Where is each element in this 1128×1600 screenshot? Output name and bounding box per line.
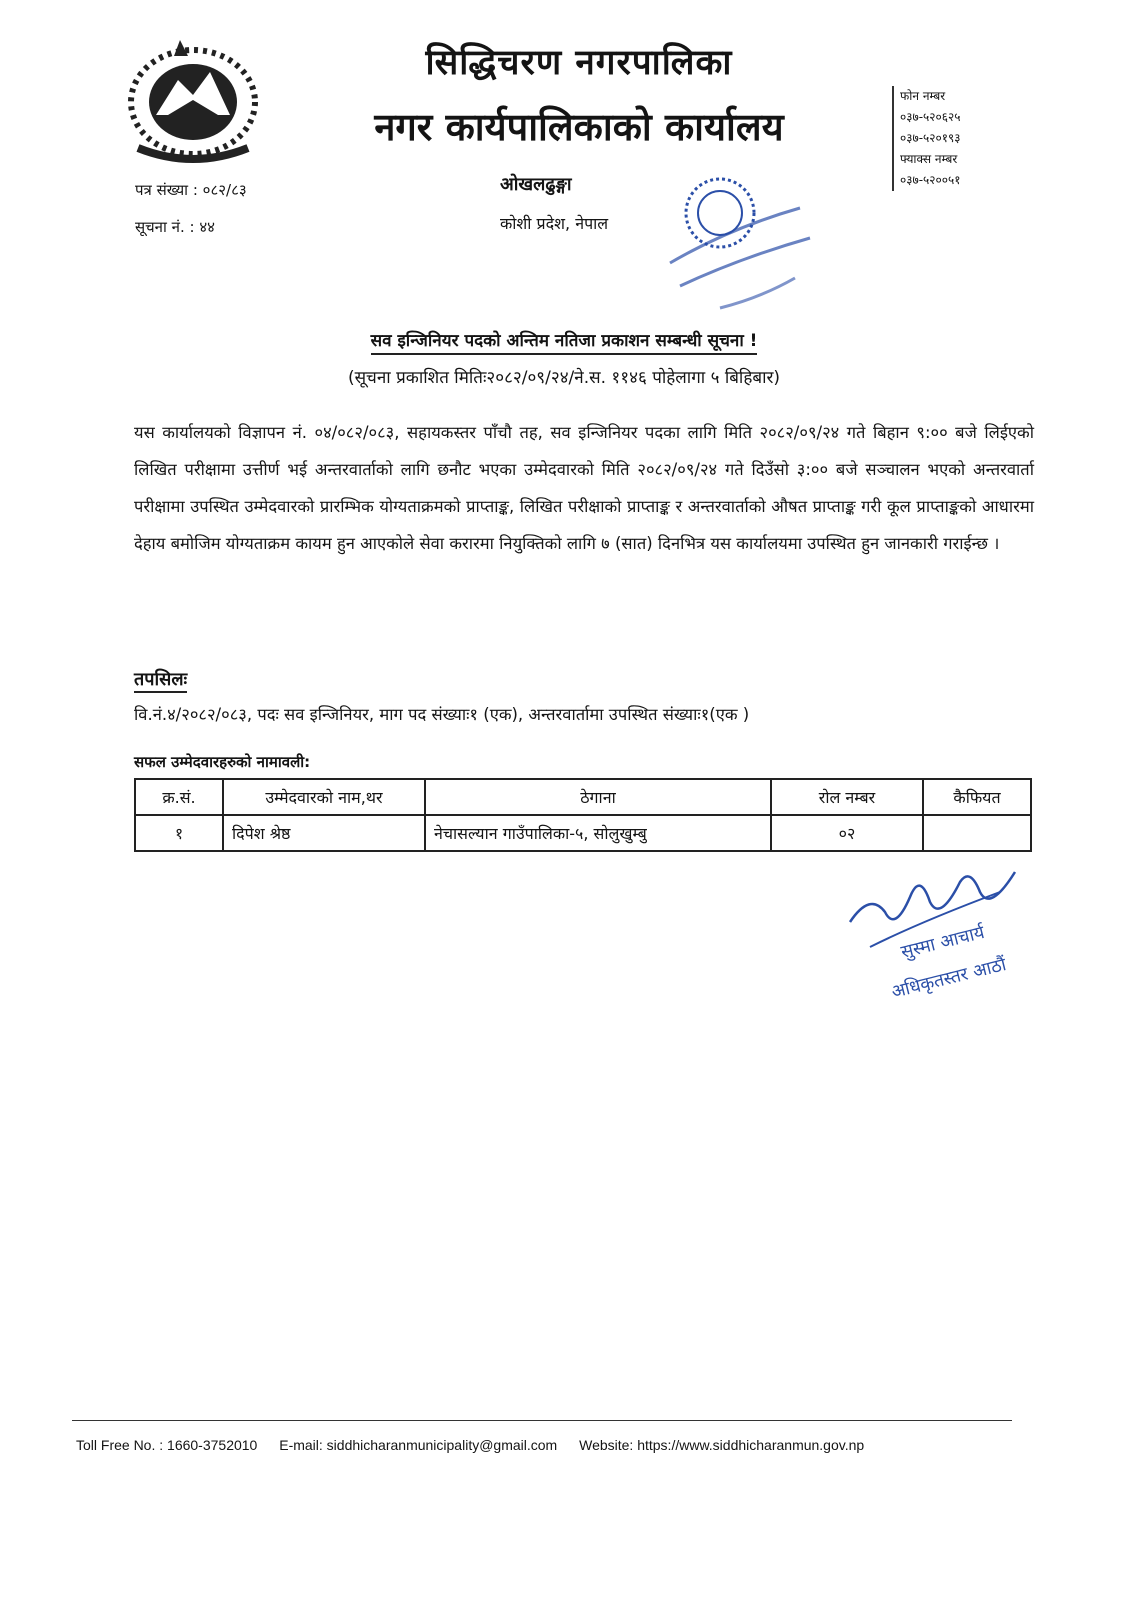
notice-number: सूचना नं. : ४४ — [135, 218, 215, 236]
office-name: नगर कार्यपालिकाको कार्यालय — [374, 105, 784, 149]
phone-number: ०३७-५२०१९३ — [900, 131, 961, 145]
cell-address: नेचासल्यान गाउँपालिका-५, सोलुखुम्बु — [425, 815, 771, 851]
successful-candidates-heading: सफल उम्मेदवारहरुको नामावली: — [134, 753, 311, 771]
municipality-name: सिद्धिचरण नगरपालिका — [425, 43, 733, 83]
table-header-row — [135, 779, 1031, 815]
fax-number: ०३७-५२००५१ — [900, 173, 961, 187]
contact-block — [892, 86, 961, 191]
footer-email[interactable]: E-mail: siddhicharanmunicipality@gmail.com — [279, 1437, 558, 1453]
office-location: ओखलढुङ्गा — [500, 174, 572, 195]
office-stamp-icon — [660, 168, 830, 323]
col-roll: रोल नम्बर — [771, 779, 923, 815]
footer — [76, 1437, 882, 1453]
phone-number: ०३७-५२०६२५ — [900, 110, 961, 124]
table-row — [135, 815, 1031, 851]
phone-label: फोन नम्बर — [900, 89, 946, 103]
footer-tollfree: Toll Free No. : 1660-3752010 — [76, 1437, 258, 1453]
notice-body: यस कार्यालयको विज्ञापन नं. ०४/०८२/०८३, सहायकस्तर पाँचौ तह, सव इन्जिनियर पदका लागि मिति २०८२/०९/२४ गते बिहान ९:०० बजे लिईएको लिखित परीक्षामा उत्तीर्ण भई अन्तरवार्ताको लागि छनौट भएका उम्मेदवारको मिति २०८२/०९/२४ गते दिउँसो ३:०० बजे सञ्चालन भएको अन्तरवार्ता परीक्षामा उपस्थित उम्मेदवारको प्रारम्भिक योग्यताक्रमको प्राप्ताङ्क, लिखित परीक्षाको प्राप्ताङ्क र अन्तरवार्ताको औषत प्राप्ताङ्क गरी कूल प्राप्ताङ्कको आधारमा देहाय बमोजिम योग्यताक्रम कायम हुन आएकोले सेवा करारमा नियुक्तिको लागि ७ (सात) दिनभित्र यस कार्यालयमा उपस्थित हुन जानकारी गराईन्छ । — [134, 423, 1034, 553]
notice-title — [0, 328, 1128, 351]
cell-remarks — [923, 815, 1031, 851]
post-details: वि.नं.४/२०८२/०८३, पदः सव इन्जिनियर, माग पद संख्याः१ (एक), अन्तरवार्तामा उपस्थित संख्याः१(एक ) — [134, 705, 750, 724]
cell-serial: १ — [135, 815, 223, 851]
col-address: ठेगाना — [425, 779, 771, 815]
footer-divider — [72, 1420, 1012, 1421]
col-remarks: कैफियत — [923, 779, 1031, 815]
footer-website[interactable]: Website: https://www.siddhicharanmun.gov.np — [579, 1437, 865, 1453]
signatory-title: अधिकृतस्तर आठौं — [889, 954, 1009, 1003]
cell-roll: ०२ — [771, 815, 923, 851]
details-heading: तपसिलः — [134, 667, 187, 693]
notice-title-text: सव इन्जिनियर पदको अन्तिम नतिजा प्रकाशन सम्बन्धी सूचना ! — [371, 331, 758, 355]
office-province: कोशी प्रदेश, नेपाल — [500, 214, 609, 233]
cell-name: दिपेश श्रेष्ठ — [223, 815, 425, 851]
publication-date: (सूचना प्रकाशित मितिः२०८२/०९/२४/ने.स. ११४६ पोहेलागा ५ बिहिबार) — [347, 368, 781, 388]
col-name: उम्मेदवारको नाम,थर — [223, 779, 425, 815]
col-serial: क्र.सं. — [135, 779, 223, 815]
fax-label: फ्याक्स नम्बर — [900, 152, 958, 166]
signatory-name: सुस्मा आचार्य — [898, 921, 987, 963]
letter-number: पत्र संख्या : ०८२/८३ — [135, 181, 247, 199]
results-table — [134, 778, 1032, 852]
